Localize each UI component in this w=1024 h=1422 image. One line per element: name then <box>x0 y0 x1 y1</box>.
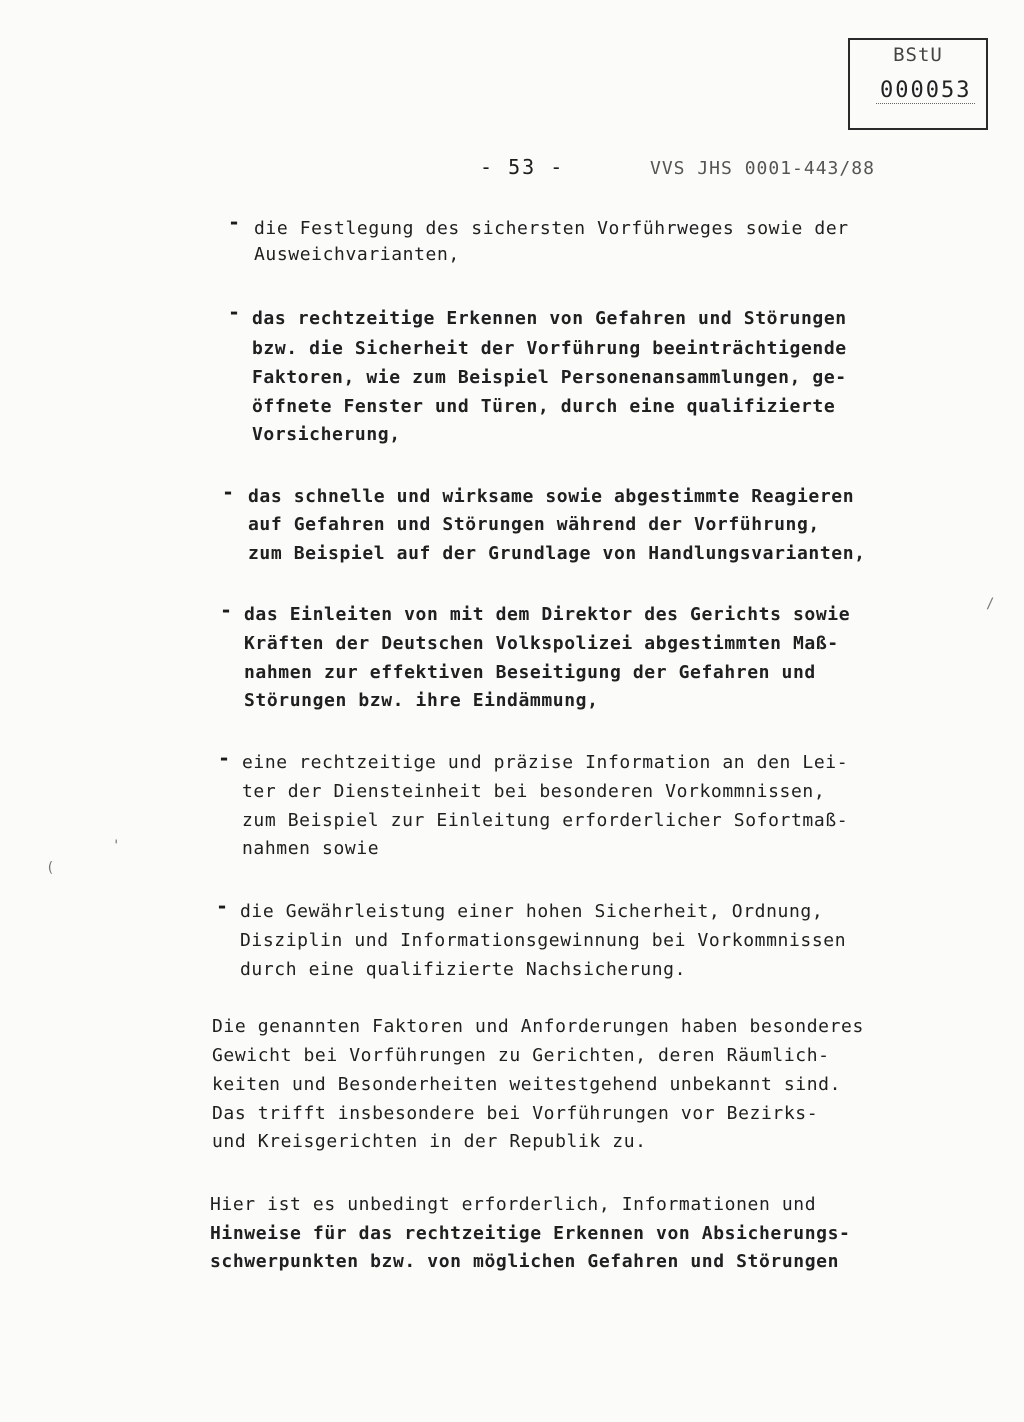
scan-mark: ' <box>112 838 121 854</box>
archive-stamp <box>848 38 988 130</box>
bullet-dash-icon: - <box>222 480 235 504</box>
scan-mark: ( <box>46 860 55 876</box>
bullet-4-line-1: das Einleiten von mit dem Direktor des Gerichts sowie <box>244 604 851 625</box>
bullet-6-line-3: durch eine qualifizierte Nachsicherung. <box>240 959 687 980</box>
bullet-4-line-4: Störungen bzw. ihre Eindämmung, <box>244 690 599 711</box>
bullet-dash-icon: - <box>216 894 229 918</box>
paragraph-2-line-1: Hier ist es unbedingt erforderlich, Informationen und <box>210 1194 817 1215</box>
bullet-1-line-1: die Festlegung des sichersten Vorführweges sowie der <box>254 218 849 239</box>
bullet-3-line-2: auf Gefahren und Störungen während der Vorführung, <box>248 514 820 535</box>
bullet-2-line-4: öffnete Fenster und Türen, durch eine qualifizierte <box>252 396 836 417</box>
paragraph-1-line-5: und Kreisgerichten in der Republik zu. <box>212 1131 647 1152</box>
bullet-dash-icon: - <box>218 746 231 770</box>
stamp-org: BStU <box>893 44 943 66</box>
paragraph-1-line-3: keiten und Besonderheiten weitestgehend unbekannt sind. <box>212 1074 842 1095</box>
bullet-2-line-1: das rechtzeitige Erkennen von Gefahren und Störungen <box>252 308 847 329</box>
bullet-4-line-3: nahmen zur effektiven Beseitigung der Gefahren und <box>244 662 816 683</box>
paragraph-1-line-1: Die genannten Faktoren und Anforderungen haben besonderes <box>212 1016 864 1037</box>
stamp-number: 000053 <box>876 78 975 104</box>
bullet-5-line-1: eine rechtzeitige und präzise Information an den Lei- <box>242 752 849 773</box>
scan-mark: / <box>986 596 995 612</box>
page-number: - 53 - <box>480 155 565 179</box>
paragraph-1-line-4: Das trifft insbesondere bei Vorführungen vor Bezirks- <box>212 1103 819 1124</box>
bullet-6-line-1: die Gewährleistung einer hohen Sicherheit, Ordnung, <box>240 901 824 922</box>
document-reference: VVS JHS 0001-443/88 <box>650 158 875 179</box>
bullet-6-line-2: Disziplin und Informationsgewinnung bei Vorkommnissen <box>240 930 847 951</box>
bullet-2-line-2: bzw. die Sicherheit der Vorführung beeinträchtigende <box>252 338 847 359</box>
bullet-4-line-2: Kräften der Deutschen Volkspolizei abgestimmten Maß- <box>244 633 839 654</box>
bullet-5-line-4: nahmen sowie <box>242 838 380 859</box>
bullet-3-line-1: das schnelle und wirksame sowie abgestimmte Reagieren <box>248 486 855 507</box>
paragraph-2-line-2: Hinweise für das rechtzeitige Erkennen von Absicherungs- <box>210 1223 851 1244</box>
bullet-dash-icon: - <box>228 210 241 234</box>
bullet-dash-icon: - <box>220 598 233 622</box>
paragraph-1-line-2: Gewicht bei Vorführungen zu Gerichten, deren Räumlich- <box>212 1045 830 1066</box>
bullet-dash-icon: - <box>228 300 241 324</box>
bullet-1-line-2: Ausweichvarianten, <box>254 244 460 265</box>
bullet-5-line-3: zum Beispiel zur Einleitung erforderlicher Sofortmaß- <box>242 810 849 831</box>
bullet-2-line-3: Faktoren, wie zum Beispiel Personenansammlungen, ge- <box>252 367 847 388</box>
paragraph-2-line-3: schwerpunkten bzw. von möglichen Gefahren und Störungen <box>210 1251 840 1272</box>
bullet-5-line-2: ter der Diensteinheit bei besonderen Vorkommnissen, <box>242 781 826 802</box>
bullet-2-line-5: Vorsicherung, <box>252 424 401 445</box>
bullet-3-line-3: zum Beispiel auf der Grundlage von Handlungsvarianten, <box>248 543 866 564</box>
